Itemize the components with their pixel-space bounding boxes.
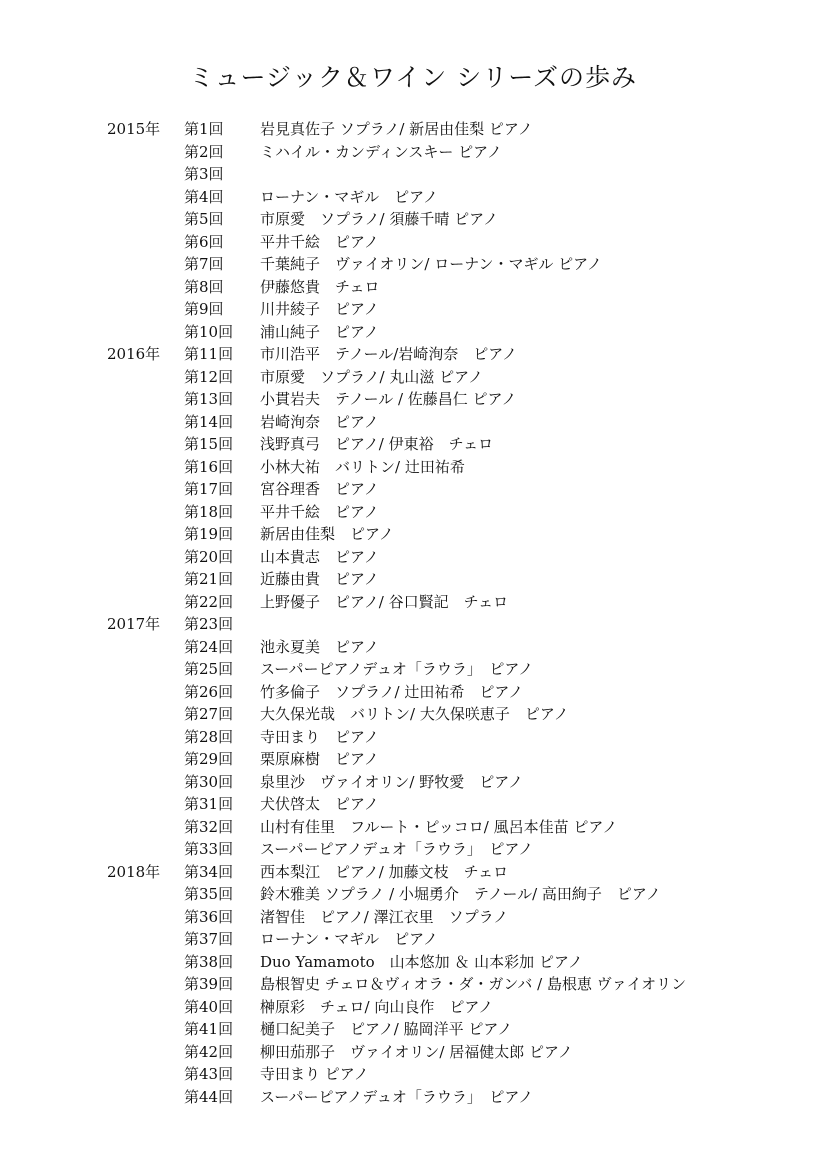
history-row xyxy=(0,793,826,816)
concert-number: 第11回 xyxy=(184,345,234,363)
history-row xyxy=(0,928,826,951)
performers: 榊原彩 チェロ/ 向山良作 ピアノ xyxy=(260,997,494,1016)
concert-number: 第43回 xyxy=(184,1065,234,1083)
history-row xyxy=(0,433,826,456)
history-row xyxy=(0,1086,826,1109)
performers: 近藤由貴 ピアノ xyxy=(260,570,379,588)
performers: 浅野真弓 ピアノ/ 伊東裕 チェロ xyxy=(260,435,494,453)
history-row xyxy=(0,703,826,726)
concert-number: 第15回 xyxy=(184,435,234,453)
performers: 樋口紀美子 ピアノ/ 脇岡洋平 ピアノ xyxy=(260,1020,513,1038)
performers: 小林大祐 バリトン/ 辻田祐希 xyxy=(260,457,465,476)
concert-number: 第18回 xyxy=(184,502,234,521)
concert-number: 第8回 xyxy=(184,277,224,296)
history-row xyxy=(0,118,826,141)
concert-number: 第14回 xyxy=(184,412,234,431)
performers: 川井綾子 ピアノ xyxy=(260,300,379,318)
performers: 平井千絵 ピアノ xyxy=(260,232,379,251)
concert-number: 第35回 xyxy=(184,885,234,903)
history-row xyxy=(0,568,826,591)
performers: 伊藤悠貴 チェロ xyxy=(260,277,380,296)
concert-number: 第42回 xyxy=(184,1042,234,1061)
performers: 柳田茄那子 ヴァイオリン/ 居福健太郎 ピアノ xyxy=(260,1042,573,1061)
history-row xyxy=(0,771,826,794)
history-row xyxy=(0,163,826,186)
concert-number: 第9回 xyxy=(184,300,224,318)
performers: 寺田まり ピアノ xyxy=(260,1065,369,1083)
history-row xyxy=(0,253,826,276)
performers: 平井千絵 ピアノ xyxy=(260,502,379,521)
concert-number: 第32回 xyxy=(184,817,234,836)
concert-number: 第5回 xyxy=(184,210,224,228)
concert-number: 第41回 xyxy=(184,1020,234,1038)
performers: 新居由佳梨 ピアノ xyxy=(260,525,394,543)
history-row xyxy=(0,186,826,209)
concert-number: 第19回 xyxy=(184,525,234,543)
performers: 犬伏啓太 ピアノ xyxy=(260,795,379,813)
history-row xyxy=(0,658,826,681)
concert-number: 第38回 xyxy=(184,952,234,971)
concert-number: 第2回 xyxy=(184,142,224,161)
history-row xyxy=(0,906,826,929)
performers: 西本梨江 ピアノ/ 加藤文枝 チェロ xyxy=(260,862,509,881)
performers: 竹多倫子 ソプラノ/ 辻田祐希 ピアノ xyxy=(260,682,524,701)
concert-number: 第21回 xyxy=(184,570,234,588)
performers: 小貫岩夫 テノール / 佐藤昌仁 ピアノ xyxy=(260,390,517,408)
history-row xyxy=(0,861,826,884)
history-row xyxy=(0,366,826,389)
page-title: ミュージック＆ワイン シリーズの歩み xyxy=(189,63,637,92)
concert-number: 第24回 xyxy=(184,637,234,656)
concert-number: 第6回 xyxy=(184,232,224,251)
concert-number: 第31回 xyxy=(184,795,234,813)
performers: 岩見真佐子 ソプラノ/ 新居由佳梨 ピアノ xyxy=(260,120,533,138)
concert-number: 第33回 xyxy=(184,840,234,858)
history-row xyxy=(0,456,826,479)
concert-number: 第36回 xyxy=(184,907,234,926)
history-row xyxy=(0,681,826,704)
performers: 浦山純子 ピアノ xyxy=(260,322,379,341)
history-row xyxy=(0,231,826,254)
concert-number: 第7回 xyxy=(184,255,224,273)
concert-number: 第23回 xyxy=(184,615,234,633)
history-row xyxy=(0,298,826,321)
history-row xyxy=(0,478,826,501)
performers: 大久保光哉 バリトン/ 大久保咲恵子 ピアノ xyxy=(260,705,569,723)
concert-number: 第4回 xyxy=(184,187,224,206)
concert-number: 第30回 xyxy=(184,772,234,791)
history-row xyxy=(0,1063,826,1086)
concert-number: 第27回 xyxy=(184,705,234,723)
concert-number: 第10回 xyxy=(184,322,234,341)
performers: 山本貴志 ピアノ xyxy=(260,547,379,566)
history-row xyxy=(0,883,826,906)
performers: スーパーピアノデュオ「ラウラ」 ピアノ xyxy=(260,840,534,858)
performers: 渚智佳 ピアノ/ 澤江衣里 ソプラノ xyxy=(260,907,509,926)
concert-number: 第39回 xyxy=(184,975,234,993)
performers: スーパーピアノデュオ「ラウラ」 ピアノ xyxy=(260,1087,534,1106)
concert-number: 第37回 xyxy=(184,930,234,948)
concert-number: 第12回 xyxy=(184,367,234,386)
performers: ローナン・マギル ピアノ xyxy=(260,930,438,948)
concert-number: 第28回 xyxy=(184,727,234,746)
history-row xyxy=(0,388,826,411)
history-row xyxy=(0,546,826,569)
year-label: 2015年 xyxy=(107,120,161,138)
concert-number: 第20回 xyxy=(184,547,234,566)
history-row xyxy=(0,613,826,636)
performers: ローナン・マギル ピアノ xyxy=(260,187,438,206)
performers: 上野優子 ピアノ/ 谷口賢記 チェロ xyxy=(260,592,509,611)
history-row xyxy=(0,208,826,231)
concert-number: 第25回 xyxy=(184,660,234,678)
year-label: 2016年 xyxy=(107,345,161,363)
concert-number: 第13回 xyxy=(184,390,234,408)
history-row xyxy=(0,816,826,839)
concert-number: 第44回 xyxy=(184,1087,234,1106)
history-row xyxy=(0,411,826,434)
year-label: 2017年 xyxy=(107,615,161,633)
history-row xyxy=(0,523,826,546)
history-row xyxy=(0,321,826,344)
history-row xyxy=(0,343,826,366)
history-row xyxy=(0,501,826,524)
concert-number: 第26回 xyxy=(184,682,234,701)
history-row xyxy=(0,748,826,771)
concert-number: 第40回 xyxy=(184,997,234,1016)
concert-number: 第3回 xyxy=(184,165,224,183)
history-row xyxy=(0,838,826,861)
concert-number: 第1回 xyxy=(184,120,224,138)
performers: 千葉純子 ヴァイオリン/ ローナン・マギル ピアノ xyxy=(260,255,602,273)
concert-number: 第22回 xyxy=(184,592,234,611)
performers: 泉里沙 ヴァイオリン/ 野牧愛 ピアノ xyxy=(260,772,524,791)
performers: 市原愛 ソプラノ/ 須藤千晴 ピアノ xyxy=(260,210,498,228)
performers: 寺田まり ピアノ xyxy=(260,727,379,746)
concert-number: 第29回 xyxy=(184,750,234,768)
history-row xyxy=(0,726,826,749)
concert-number: 第17回 xyxy=(184,480,234,498)
history-row xyxy=(0,276,826,299)
history-row xyxy=(0,951,826,974)
performers: 鈴木雅美 ソプラノ / 小堀勇介 テノール/ 高田絢子 ピアノ xyxy=(260,885,661,903)
performers: 栗原麻樹 ピアノ xyxy=(260,750,379,768)
concert-history-list xyxy=(0,118,826,1108)
history-row xyxy=(0,591,826,614)
concert-number: 第34回 xyxy=(184,862,234,881)
year-label: 2018年 xyxy=(107,862,161,881)
history-row xyxy=(0,1041,826,1064)
history-row xyxy=(0,973,826,996)
performers: 山村有佳里 フルート・ピッコロ/ 風呂本佳苗 ピアノ xyxy=(260,817,618,836)
performers: 岩崎洵奈 ピアノ xyxy=(260,412,379,431)
history-row xyxy=(0,141,826,164)
performers: 池永夏美 ピアノ xyxy=(260,637,379,656)
performers: Duo Yamamoto 山本悠加 ＆ 山本彩加 ピアノ xyxy=(260,952,583,971)
performers: 市原愛 ソプラノ/ 丸山滋 ピアノ xyxy=(260,367,483,386)
performers: 宮谷理香 ピアノ xyxy=(260,480,379,498)
performers: スーパーピアノデュオ「ラウラ」 ピアノ xyxy=(260,660,534,678)
performers: ミハイル・カンディンスキー ピアノ xyxy=(260,142,502,161)
history-row xyxy=(0,996,826,1019)
performers: 市川浩平 テノール/岩崎洵奈 ピアノ xyxy=(260,345,518,363)
history-row xyxy=(0,636,826,659)
history-row xyxy=(0,1018,826,1041)
performers: 島根智史 チェロ＆ヴィオラ・ダ・ガンバ / 島根恵 ヴァイオリン xyxy=(260,975,687,993)
concert-number: 第16回 xyxy=(184,457,234,476)
